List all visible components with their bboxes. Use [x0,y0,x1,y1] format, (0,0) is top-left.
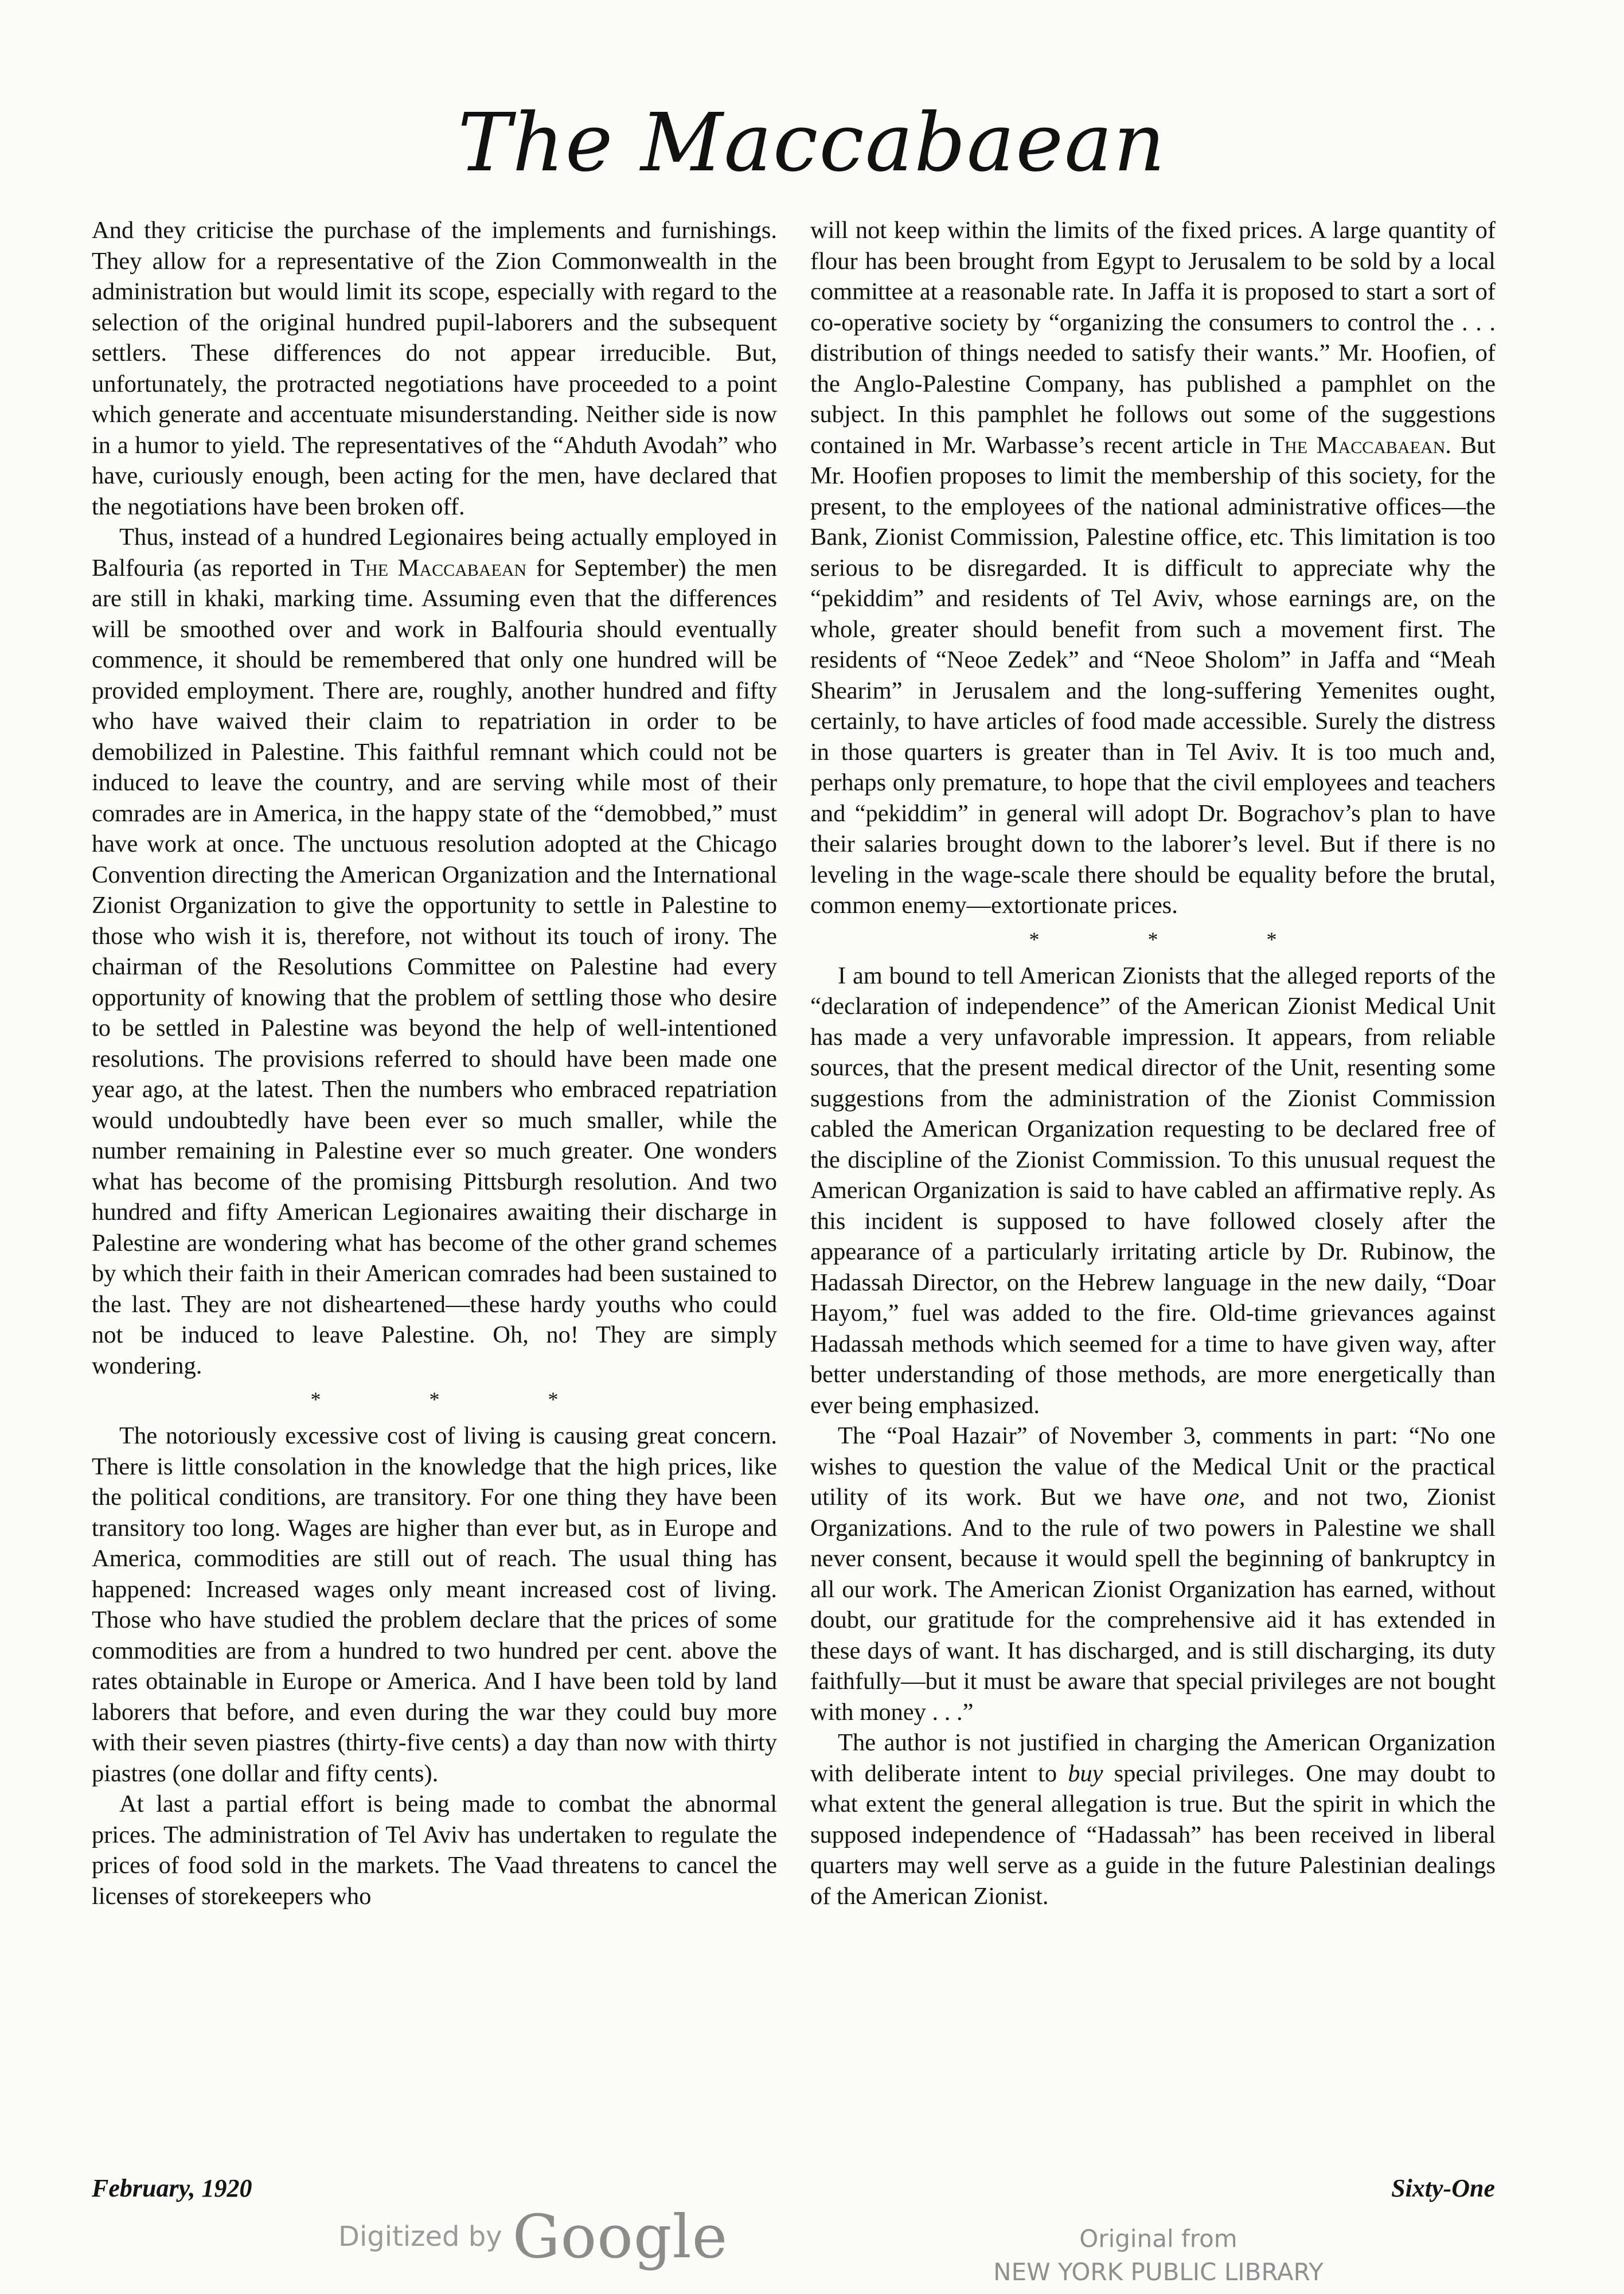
text-run: The author is not justified in charging the American Organization with deliberate intent to [810,1729,1496,1787]
section-separator: * * * [310,1388,610,1411]
emphasis: buy [1068,1759,1103,1787]
section-separator: * * * [1029,927,1329,951]
library-name: NEW YORK PUBLIC LIBRARY [993,2258,1324,2286]
publication-name: The Maccabaean [1270,431,1446,459]
text-run: special privileges. One may doubt to what extent the general allegation is true. But the spirit in which the supposed independence of “Hadassah” has been received in liberal quarters may well serve as a guide in the future Palestinian dealings of the American Zionist. [810,1759,1496,1910]
right-column [810,215,1496,1911]
original-from-label: Original from [1079,2225,1237,2253]
digitized-by-watermark [338,2202,728,2271]
text-run: will not keep within the limits of the fixed prices. A large quantity of flour has been brought from Egypt to Jerusalem to be sold by a local committee at a reasonable rate. In Jaffa it is proposed to start a sort of co-operative society by “organizing the consumers to control the . . . distribution of things needed to satisfy their wants.” Mr. Hoofien, of the Anglo-Palestine Company, has published a pamphlet on the subject. In this pamphlet he follows out some of the suggestions contained in Mr. Warbasse’s recent article in [810,217,1496,459]
text-run: . But Mr. Hoofien proposes to limit the membership of this society, for the present, to the employees of the national administrative offices—the Bank, Zionist Commission, Palestine office, etc. This limitation is too serious to be disregarded. It is difficult to appreciate why the “pekiddim” and residents of Tel Aviv, whose earnings are, on the whole, greater should benefit from such a movement first. The residents of “Neoe Zedek” and “Neoe Sholom” in Jaffa and “Meah Shearim” in Jerusalem and the long-suffering Yemenites ought, certainly, to have articles of food made accessible. Surely the distress in those quarters is greater than in Tel Aviv. It is too much and, perhaps only premature, to hope that the civil employees and teachers and “pekiddim” in general will adopt Dr. Bograchov’s plan to have their salaries brought down to the laborer’s level. But if there is no leveling in the wage-scale there should be equality before the brutal, common enemy—extortionate prices. [810,431,1496,919]
publication-name: The Maccabaean [350,554,527,582]
paragraph [810,1727,1496,1911]
text-run: , and not two, Zionist Organizations. And to the rule of two powers in Palestine we shall never consent, because it would spell the beginning of bankruptcy in all our work. The American Zionist Organization has earned, without doubt, our gratitude for the comprehensive aid it has extended in these days of want. It has discharged, and is still discharging, its duty faithfully—but it must be aware that special privileges are not bought with money . . .” [810,1484,1496,1726]
left-column [92,215,777,1911]
paragraph: I am bound to tell American Zionists that the alleged reports of the “declaration of independence” of the American Zionist Medical Unit has made a very unfavorable impression. It appears, from reliable sources, that the present medical director of the Unit, resenting some suggestions from the administration of the Zionist Commission cabled the American Organization requesting to be declared free of the discipline of the Zionist Commission. To this unusual request the American Organization is said to have cabled an affirmative reply. As this incident is supposed to have followed closely after the appearance of a particularly irritating article by Dr. Rubinow, the Hadassah Director, on the Hebrew language in the new daily, “Doar Hayom,” fuel was added to the fire. Old-time grievances against Hadassah methods which seemed for a time to have given way, after better understanding of those methods, are more energetically than ever being emphasized. [810,962,1496,1419]
masthead-title: The Maccabaean [458,96,1166,190]
emphasis: one [1204,1484,1239,1511]
paragraph: And they criticise the purchase of the implements and furnishings. They allow for a representative of the Zion Commonwealth in the administration but would limit its scope, especially with regard to the selection of the original hundred pupil-laborers and the subsequent settlers. These differences do not appear irreducible. But, unfortunately, the protracted negotiations have proceeded to a point which generate and accentuate misunderstanding. Neither side is now in a humor to yield. The representatives of the “Ahduth Avodah” who have, curiously enough, been acting for the men, have declared that the negotiations have been broken off. [92,217,777,520]
text-run: for September) the men are still in khaki, marking time. Assuming even that the differences will be smoothed over and work in Balfouria should eventually commence, it should be remembered that only one hundred will be provided employment. There are, roughly, another hundred and fifty who have waived their claim to repatriation in order to be demobilized in Palestine. This faithful remnant which could not be induced to leave the country, and are serving while most of their comrades are in America, in the happy state of the “demobbed,” must have work at once. The unctuous resolution adopted at the Chicago Convention directing the American Organization and the International Zionist Organization to give the opportunity to settle in Palestine to those who wish it is, therefore, not without its touch of irony. The chairman of the Resolutions Committee on Palestine had every opportunity of knowing that the problem of settling those who desire to be settled in Palestine was beyond the help of well-intentioned resolutions. The provisions referred to should have been made one year ago, at the latest. Then the numbers who embraced repatriation would undoubtedly have been ever so much smaller, while the number remaining in Palestine ever so much greater. One wonders what has become of the promising Pittsburgh resolution. And two hundred and fifty American Legionaires awaiting their discharge in Palestine are wondering what has become of the other grand schemes by which their faith in their American comrades had been sustained to the last. They are not disheartened—these hardy youths who could not be induced to leave Palestine. Oh, no! They are simply wondering. [92,554,778,1379]
paragraph [810,215,1496,921]
issue-date: February, 1920 [92,2174,252,2202]
text-run: Thus, instead of a hundred Legionaires being actually employed in Balfouria (as reported in [92,524,777,582]
paragraph: The notoriously excessive cost of living is causing great concern. There is little consolation in the knowledge that the high prices, like the political conditions, are transitory. For one thing they have been transitory too long. Wages are higher than ever but, as in Europe and America, commodities are still out of reach. The usual thing has happened: Increased wages only meant increased cost of living. Those who have studied the problem declare that the prices of some commodities are from a hundred to two hundred per cent. above the rates obtainable in Europe or America. And I have been told by land laborers that before, and even during the war they could buy more with their seven piastres (thirty-five cents) a day than now with thirty piastres (one dollar and fifty cents). [92,1422,777,1787]
paragraph [92,522,777,1381]
google-logo: Google [512,2202,728,2272]
page-number: Sixty-One [1391,2174,1495,2202]
text-run: The “Poal Hazair” of November 3, comments in part: “No one wishes to question the value of the Medical Unit or the practical utility of its work. But we have [810,1422,1496,1511]
library-attribution [981,2222,1336,2289]
digitized-by-label: Digitized by [338,2221,502,2253]
paragraph: At last a partial effort is being made to combat the abnormal prices. The administration of Tel Aviv has undertaken to regulate the prices of food sold in the markets. The Vaad threatens to cancel the licenses of storekeepers who [92,1790,777,1910]
paragraph [810,1421,1496,1727]
